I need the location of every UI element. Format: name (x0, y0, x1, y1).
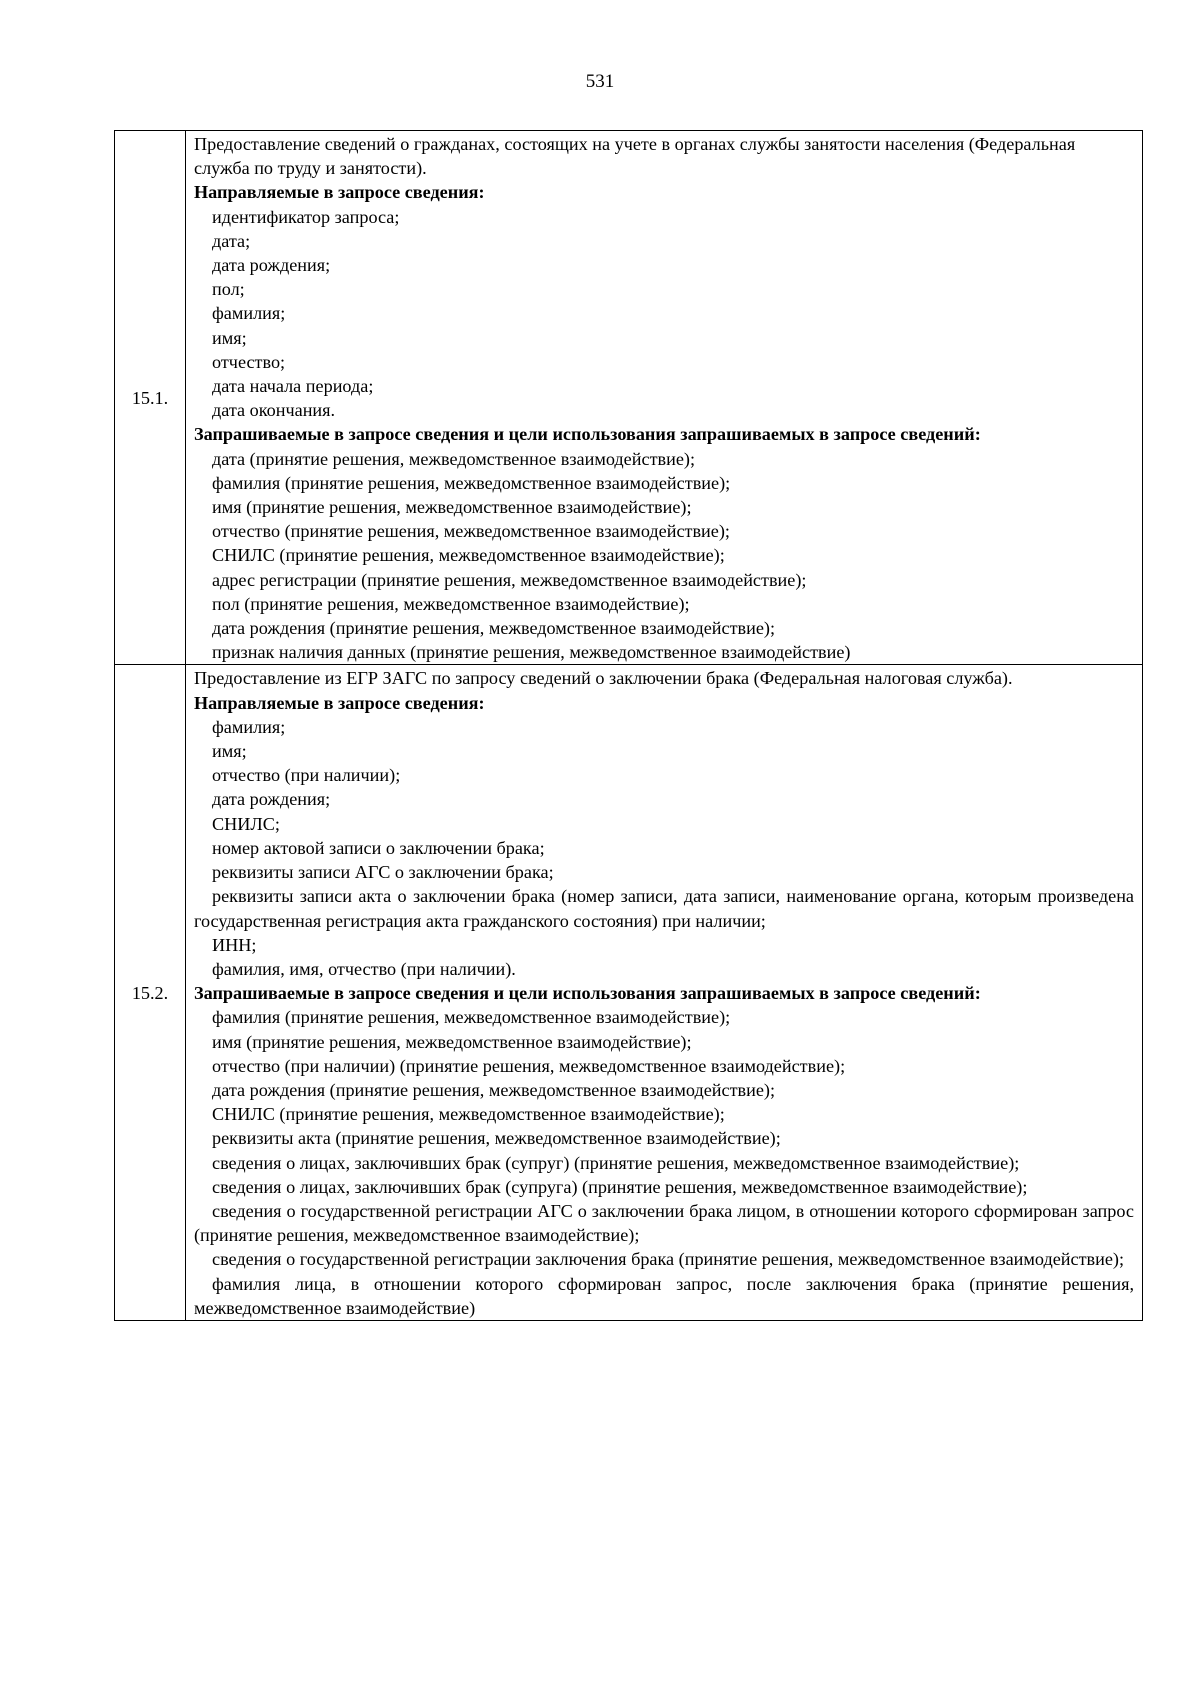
requested-header: Запрашиваемые в запросе сведения и цели использования запрашиваемых в запросе сведений: (194, 983, 981, 1004)
list-item: фамилия (принятие решения, межведомственное взаимодействие); (212, 472, 731, 493)
row-content (186, 665, 1143, 1320)
row-content (186, 131, 1143, 665)
list-item: фамилия; (212, 716, 286, 737)
list-item: фамилия лица, в отношении которого сформирован запрос, после заключения брака (принятие решения, межведомственное взаимодействие) (194, 1273, 1134, 1318)
list-item: признак наличия данных (принятие решения, межведомственное взаимодействие) (212, 642, 851, 663)
table-row (115, 665, 1143, 1320)
list-item: дата (принятие решения, межведомственное взаимодействие); (212, 448, 696, 469)
list-item: дата рождения; (212, 255, 331, 276)
list-item: идентификатор запроса; (212, 206, 400, 227)
list-item: сведения о государственной регистрации АГС о заключении брака лицом, в отношении которого сформирован запрос (принятие решения, межведомственное взаимодействие); (194, 1200, 1134, 1246)
list-item: дата рождения (принятие решения, межведомственное взаимодействие); (212, 1079, 776, 1100)
page-number: 531 (585, 71, 615, 92)
list-item: имя (принятие решения, межведомственное взаимодействие); (212, 497, 692, 518)
list-item: фамилия (принятие решения, межведомственное взаимодействие); (212, 1007, 731, 1028)
list-item: СНИЛС (принятие решения, межведомственное взаимодействие); (212, 545, 725, 566)
list-item: имя; (212, 327, 247, 348)
row-title: Предоставление из ЕГР ЗАГС по запросу сведений о заключении брака (Федеральная налоговая служба). (194, 668, 1013, 689)
list-item: фамилия, имя, отчество (при наличии). (212, 958, 516, 979)
list-item: ИНН; (212, 934, 257, 955)
list-item: СНИЛС; (212, 813, 280, 834)
list-item: имя; (212, 741, 247, 762)
list-item: отчество (при наличии); (212, 765, 401, 786)
requested-header: Запрашиваемые в запросе сведения и цели использования запрашиваемых в запросе сведений: (194, 424, 981, 445)
list-item: фамилия; (212, 303, 286, 324)
requirements-table (114, 130, 1143, 1321)
list-item: пол (принятие решения, межведомственное взаимодействие); (212, 593, 690, 614)
list-item: сведения о государственной регистрации заключения брака (принятие решения, межведомственное взаимодействие); (212, 1249, 1125, 1270)
row-number: 15.2. (115, 665, 186, 1320)
list-item: дата начала периода; (212, 376, 374, 397)
list-item: отчество (принятие решения, межведомственное взаимодействие); (212, 521, 730, 542)
list-item: дата рождения (принятие решения, межведомственное взаимодействие); (212, 618, 776, 639)
list-item: реквизиты акта (принятие решения, межведомственное взаимодействие); (212, 1128, 781, 1149)
list-item: дата; (212, 230, 251, 251)
list-item: пол; (212, 279, 245, 300)
sent-header: Направляемые в запросе сведения: (194, 182, 485, 203)
list-item: отчество (при наличии) (принятие решения, межведомственное взаимодействие); (212, 1055, 846, 1076)
list-item: сведения о лицах, заключивших брак (супруга) (принятие решения, межведомственное взаимодействие); (212, 1176, 1028, 1197)
list-item: отчество; (212, 351, 286, 372)
list-item: адрес регистрации (принятие решения, межведомственное взаимодействие); (212, 569, 807, 590)
list-item: СНИЛС (принятие решения, межведомственное взаимодействие); (212, 1104, 725, 1125)
row-number: 15.1. (115, 131, 186, 665)
list-item: номер актовой записи о заключении брака; (212, 837, 545, 858)
list-item: дата рождения; (212, 789, 331, 810)
sent-header: Направляемые в запросе сведения: (194, 692, 485, 713)
list-item: реквизиты записи АГС о заключении брака; (212, 862, 554, 883)
list-item: реквизиты записи акта о заключении брака (номер записи, дата записи, наименование органа, которым произведена государственная регистрация акта гражданского состояния) при наличии; (194, 886, 1134, 931)
table-row (115, 131, 1143, 665)
list-item: имя (принятие решения, межведомственное взаимодействие); (212, 1031, 692, 1052)
row-title: Предоставление сведений о гражданах, состоящих на учете в органах службы занятости населения (Федеральная служба по труду и занятости). (194, 134, 1076, 179)
list-item: сведения о лицах, заключивших брак (супруг) (принятие решения, межведомственное взаимодействие); (212, 1152, 1020, 1173)
list-item: дата окончания. (212, 400, 336, 421)
